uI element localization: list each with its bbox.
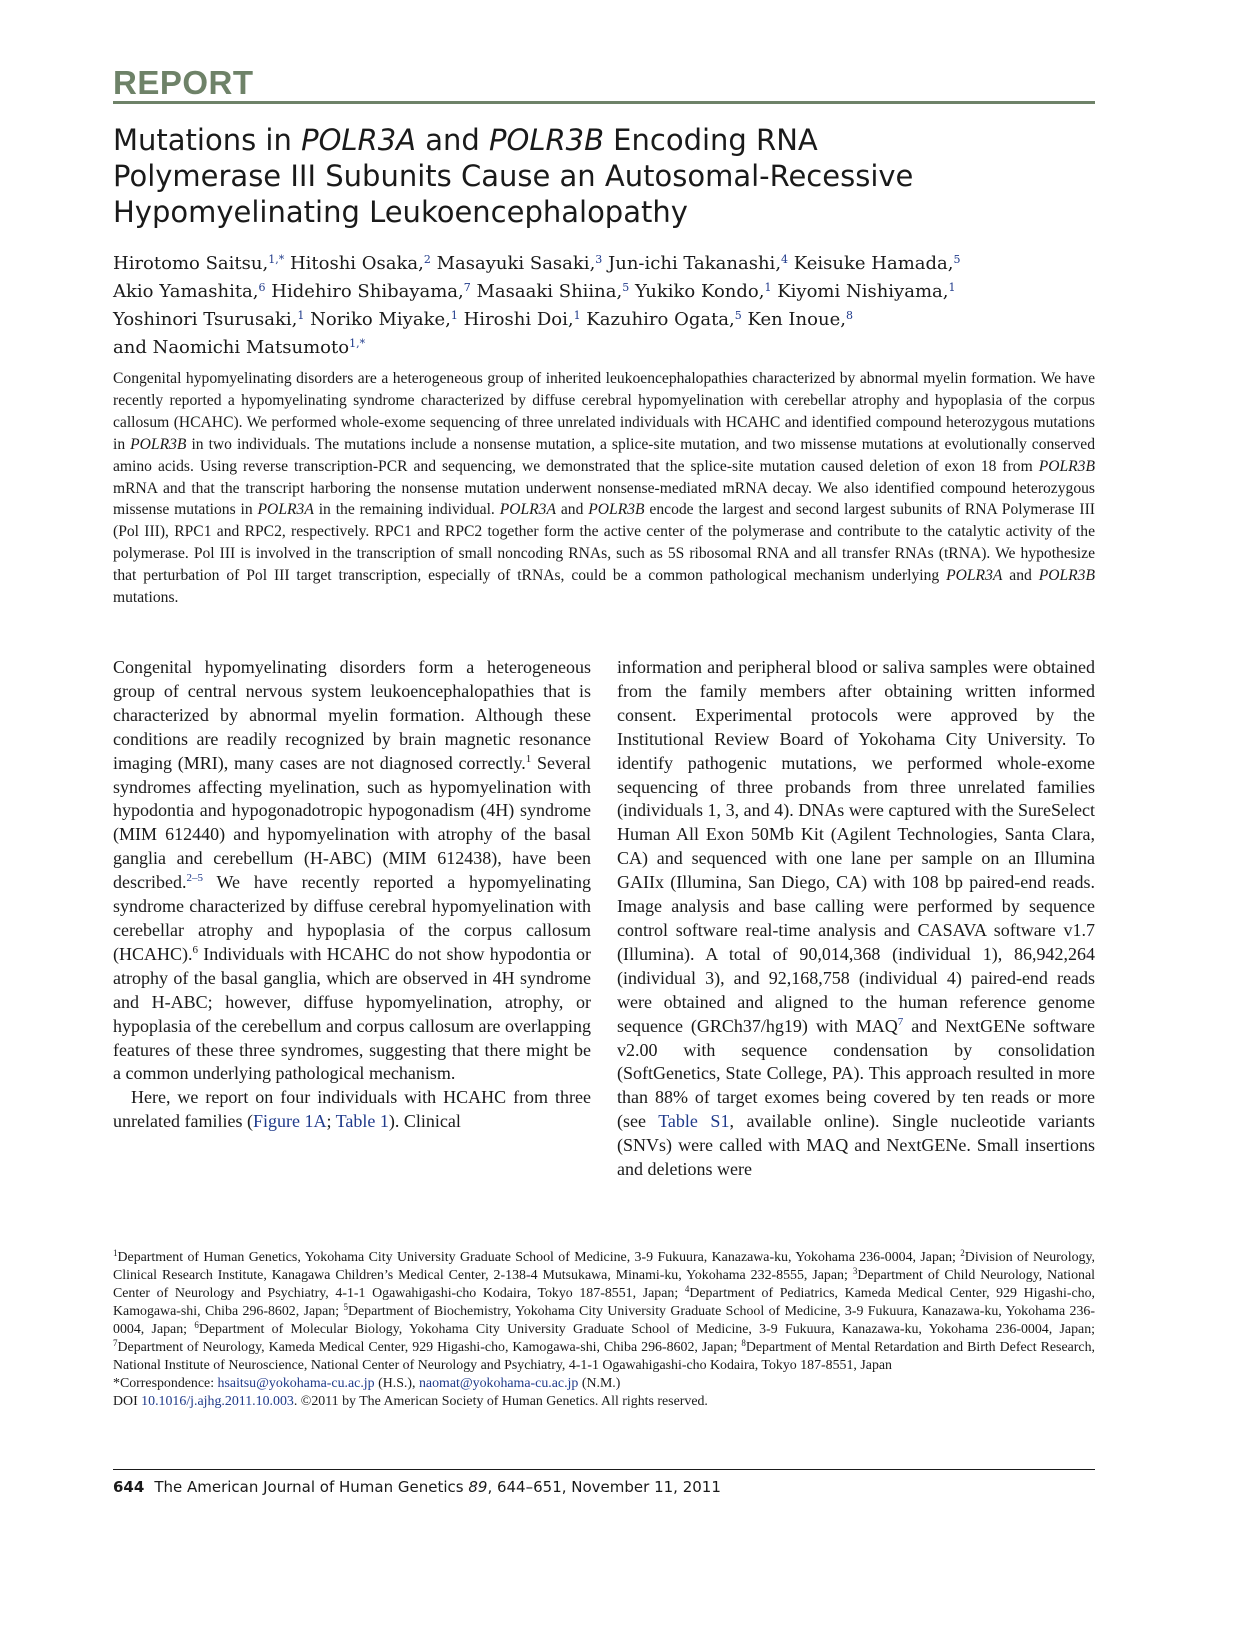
gene-name: POLR3A xyxy=(946,567,1003,585)
figure-link[interactable]: Figure 1A xyxy=(252,1111,327,1132)
gene-name: POLR3B xyxy=(130,435,187,453)
correspondence: *Correspondence: hsaitsu@yokohama-cu.ac.jp (H.S.), naomat@yokohama-cu.ac.jp (N.M.) xyxy=(113,1376,621,1391)
gene-name: POLR3B xyxy=(1038,567,1095,585)
affiliation-marker[interactable]: 1,* xyxy=(349,337,366,350)
affiliation-number: 5 xyxy=(343,1302,348,1312)
gene-name: POLR3A xyxy=(499,501,556,519)
affiliations xyxy=(113,1249,1095,1375)
affiliation-number: 6 xyxy=(194,1320,199,1330)
author-name: Yoshinori Tsurusaki, xyxy=(113,309,298,330)
affiliation-number: 3 xyxy=(852,1266,858,1276)
gene-name: POLR3B xyxy=(1038,457,1095,475)
author-name: Masayuki Sasaki, xyxy=(436,253,596,274)
affiliation-text: Department of Molecular Biology, Yokohama City University Graduate School of Medicine, 3-9 Fukuura, Kanazawa-ku, Yokohama 236-0004, Japan; xyxy=(198,1322,1095,1337)
affiliation-marker[interactable]: 5 xyxy=(734,309,742,322)
affiliation-marker[interactable]: 3 xyxy=(595,253,603,266)
affiliation-text: Department of Child Neurology, National Center of Neurology and Psychiatry, 4-1-1 Ogawahigashi-cho Kodaira, Tokyo 187-8551, Japan; xyxy=(113,1268,1095,1301)
affiliation-marker[interactable]: 1 xyxy=(450,309,458,322)
affiliation-marker[interactable]: 1 xyxy=(764,281,772,294)
footnotes xyxy=(113,1249,1095,1411)
gene-name: POLR3B xyxy=(588,501,645,519)
email-link[interactable]: naomat@yokohama-cu.ac.jp xyxy=(418,1376,579,1391)
title-text: Mutations in xyxy=(113,123,302,157)
author-line xyxy=(113,248,1095,276)
author-line xyxy=(113,332,1095,360)
body-column-left xyxy=(113,656,591,1134)
affiliation-number: 4 xyxy=(684,1284,690,1294)
section-label: REPORT xyxy=(113,64,254,101)
reference-citation[interactable]: 6 xyxy=(192,943,198,956)
author-name: Jun-ichi Takanashi, xyxy=(608,253,782,274)
affiliation-number: 8 xyxy=(741,1338,746,1348)
author-line xyxy=(113,304,1095,332)
author-name: Hirotomo Saitsu, xyxy=(113,253,269,274)
affiliation-text: Division of Neurology, Clinical Research Institute, Kanagawa Children’s Medical Center, 2-138-4 Mutsukawa, Minami-ku, Yokohama 232-8555, Japan; xyxy=(113,1250,1095,1283)
author-name: Keisuke Hamada, xyxy=(793,253,954,274)
supplementary-table-link[interactable]: Table S1 xyxy=(658,1111,730,1132)
author-name: Hiroshi Doi, xyxy=(463,309,574,330)
body-paragraph: information and peripheral blood or saliva samples were obtained from the family members after obtaining written informed consent. Experimental protocols were approved by the Institutional Review Board of Yokohama City University. To identify pathogenic mutations, we performed whole-exome sequencing of three probands from three unrelated families (individuals 1, 3, and 4). DNAs were captured with the SureSelect Human All Exon 50Mb Kit (Agilent Technologies, Santa Clara, CA) and sequenced with one lane per sample on an Illumina GAIIx (Illumina, San Diego, CA) with 108 bp paired-end reads. Image analysis and base calling were performed by sequence control software real-time analysis and CASAVA software v1.7 (Illumina). A total of 90,014,368 (individual 1), 86,942,264 (individual 3), and 92,168,758 (individual 4) paired-end reads were obtained and aligned to the human reference genome sequence (GRCh37/hg19) with MAQ$^7$ and NextGENe software v2.00 with sequence condensation by consolidation (SoftGenetics, State College, PA). This approach resulted in more than 88% of target exomes being covered by ten reads or more (see Table S1, available online). Single nucleotide variants (SNVs) were called with MAQ and NextGENe. Small insertions and deletions were xyxy=(617,657,1095,1180)
author-name: Kazuhiro Ogata, xyxy=(586,309,735,330)
doi-link[interactable]: 10.1016/j.ajhg.2011.10.003 xyxy=(141,1394,294,1409)
affiliation-marker[interactable]: 1 xyxy=(573,309,581,322)
page-number: 644 xyxy=(113,1478,145,1496)
running-footer xyxy=(113,1478,721,1496)
title-line-1 xyxy=(113,122,1095,158)
affiliation-marker[interactable]: 1,* xyxy=(268,253,285,266)
affiliation-text: Department of Human Genetics, Yokohama City University Graduate School of Medicine, 3-9 Fukuura, Kanazawa-ku, Yokohama 236-0004, Japan; xyxy=(117,1250,961,1265)
journal-name: The American Journal of Human Genetics xyxy=(154,1478,469,1496)
reference-citation[interactable]: 2–5 xyxy=(186,872,203,885)
affiliation-text: Department of Mental Retardation and Birth Defect Research, National Institute of Neuroscience, National Center of Neurology and Psychiatry, 4-1-1 Ogawahigashi-cho Kodaira, Tokyo 187-8551, Japan xyxy=(113,1340,1095,1373)
author-name: and Naomichi Matsumoto xyxy=(113,337,350,358)
email-link[interactable]: hsaitsu@yokohama-cu.ac.jp xyxy=(217,1376,375,1391)
affiliation-marker[interactable]: 4 xyxy=(781,253,789,266)
affiliation-text: Department of Biochemistry, Yokohama City University Graduate School of Medicine, 3-9 Fukuura, Kanazawa-ku, Yokohama 236-0004, Japan; xyxy=(113,1304,1095,1337)
table-link[interactable]: Table 1 xyxy=(335,1111,389,1132)
author-name: Akio Yamashita, xyxy=(113,281,259,302)
affiliation-text: Department of Neurology, Kameda Medical Center, 929 Higashi-cho, Kamogawa-shi, Chiba 296-8602, Japan; xyxy=(117,1340,742,1355)
citation-details: , 644–651, November 11, 2011 xyxy=(487,1478,721,1496)
gene-name: POLR3A xyxy=(257,501,314,519)
title-gene: POLR3A xyxy=(301,123,416,157)
reference-citation[interactable]: 7 xyxy=(897,1015,904,1028)
author-name: Hitoshi Osaka, xyxy=(289,253,424,274)
affiliation-number: 1 xyxy=(113,1248,118,1258)
abstract: Congenital hypomyelinating disorders are a heterogeneous group of inherited leukoencephalopathies characterized by abnormal myelin formation. We have recently reported a hypomyelinating syndrome characterized by diffuse cerebral hypomyelination with cerebellar atrophy and hypoplasia of the corpus callosum (HCAHC). We performed whole-exome sequencing of three unrelated individuals with HCAHC and identified compound heterozygous mutations in POLR3B in two individuals. The mutations include a nonsense mutation, a splice-site mutation, and two missense mutations at evolutionally conserved amino acids. Using reverse transcription-PCR and sequencing, we demonstrated that the splice-site mutation caused deletion of exon 18 from POLR3B mRNA and that the transcript harboring the nonsense mutation underwent nonsense-mediated mRNA decay. We also identified compound heterozygous missense mutations in POLR3A in the remaining individual. POLR3A and POLR3B encode the largest and second largest subunits of RNA Polymerase III (Pol III), RPC1 and RPC2, respectively. RPC1 and RPC2 together form the active center of the polymerase and contribute to the catalytic activity of the polymerase. Pol III is involved in the transcription of small noncoding RNAs, such as 5S ribosomal RNA and all transfer RNAs (tRNA). We hypothesize that perturbation of Pol III target transcription, especially of tRNAs, could be a common pathological mechanism underlying POLR3A and POLR3B mutations. xyxy=(113,370,1095,607)
affiliation-marker[interactable]: 1 xyxy=(948,281,956,294)
author-name: Yukiko Kondo, xyxy=(634,281,765,302)
affiliation-marker[interactable]: 7 xyxy=(463,281,471,294)
section-rule xyxy=(113,101,1095,104)
volume: 89 xyxy=(468,1478,488,1496)
author-name: Hidehiro Shibayama, xyxy=(271,281,464,302)
body-paragraph: Here, we report on four individuals with HCAHC from three unrelated families (Figure 1A; Table 1). Clinical xyxy=(113,1087,591,1132)
doi-line: DOI 10.1016/j.ajhg.2011.10.003. ©2011 by The American Society of Human Genetics. All rights reserved. xyxy=(113,1394,708,1409)
author-name: Ken Inoue, xyxy=(747,309,846,330)
author-name: Noriko Miyake, xyxy=(310,309,451,330)
author-list xyxy=(113,248,1095,360)
affiliation-marker[interactable]: 2 xyxy=(423,253,431,266)
body-paragraph: Congenital hypomyelinating disorders form a heterogeneous group of central nervous system leukoencephalopathies that is characterized by abnormal myelin formation. Although these conditions are readily recognized by brain magnetic resonance imaging (MRI), many cases are not diagnosed correctly.$^1$ Several syndromes affecting myelination, such as hypomyelination with hypodontia and hypogonadotropic hypogonadism (4H) syndrome (MIM 612440) and hypomyelination with atrophy of the basal ganglia and cerebellum (H-ABC) (MIM 612438), have been described.$^{2-5}$ We have recently reported a hypomyelinating syndrome characterized by diffuse cerebral hypomyelination with cerebellar atrophy and hypoplasia of the corpus callosum (HCAHC).$^6$ Individuals with HCAHC do not show hypodontia or atrophy of the basal ganglia, which are observed in 4H syndrome and H-ABC; however, diffuse hypomyelination, atrophy, or hypoplasia of the cerebellum and corpus callosum are overlapping features of these three syndromes, suggesting that there might be a common underlying pathological mechanism. xyxy=(113,657,591,1084)
affiliation-marker[interactable]: 1 xyxy=(297,309,305,322)
title-text: and xyxy=(416,123,489,157)
article-title xyxy=(113,122,1095,230)
affiliation-number: 7 xyxy=(113,1338,118,1348)
title-text: Encoding RNA xyxy=(603,123,818,157)
affiliation-marker[interactable]: 6 xyxy=(258,281,266,294)
affiliation-marker[interactable]: 5 xyxy=(622,281,630,294)
affiliation-number: 2 xyxy=(960,1248,965,1258)
footer-rule xyxy=(113,1469,1095,1470)
author-line xyxy=(113,276,1095,304)
affiliation-marker[interactable]: 8 xyxy=(845,309,853,322)
title-gene: POLR3B xyxy=(489,123,604,157)
title-line-2: Polymerase III Subunits Cause an Autosomal-Recessive xyxy=(113,159,914,193)
title-line-3: Hypomyelinating Leukoencephalopathy xyxy=(113,195,688,229)
author-name: Kiyomi Nishiyama, xyxy=(777,281,949,302)
affiliation-text: Department of Pediatrics, Kameda Medical Center, 929 Higashi-cho, Kamogawa-shi, Chiba 296-8602, Japan; xyxy=(113,1286,1095,1319)
body-column-right xyxy=(617,656,1095,1182)
reference-citation[interactable]: 1 xyxy=(525,752,532,765)
affiliation-marker[interactable]: 5 xyxy=(953,253,961,266)
author-name: Masaaki Shiina, xyxy=(476,281,623,302)
